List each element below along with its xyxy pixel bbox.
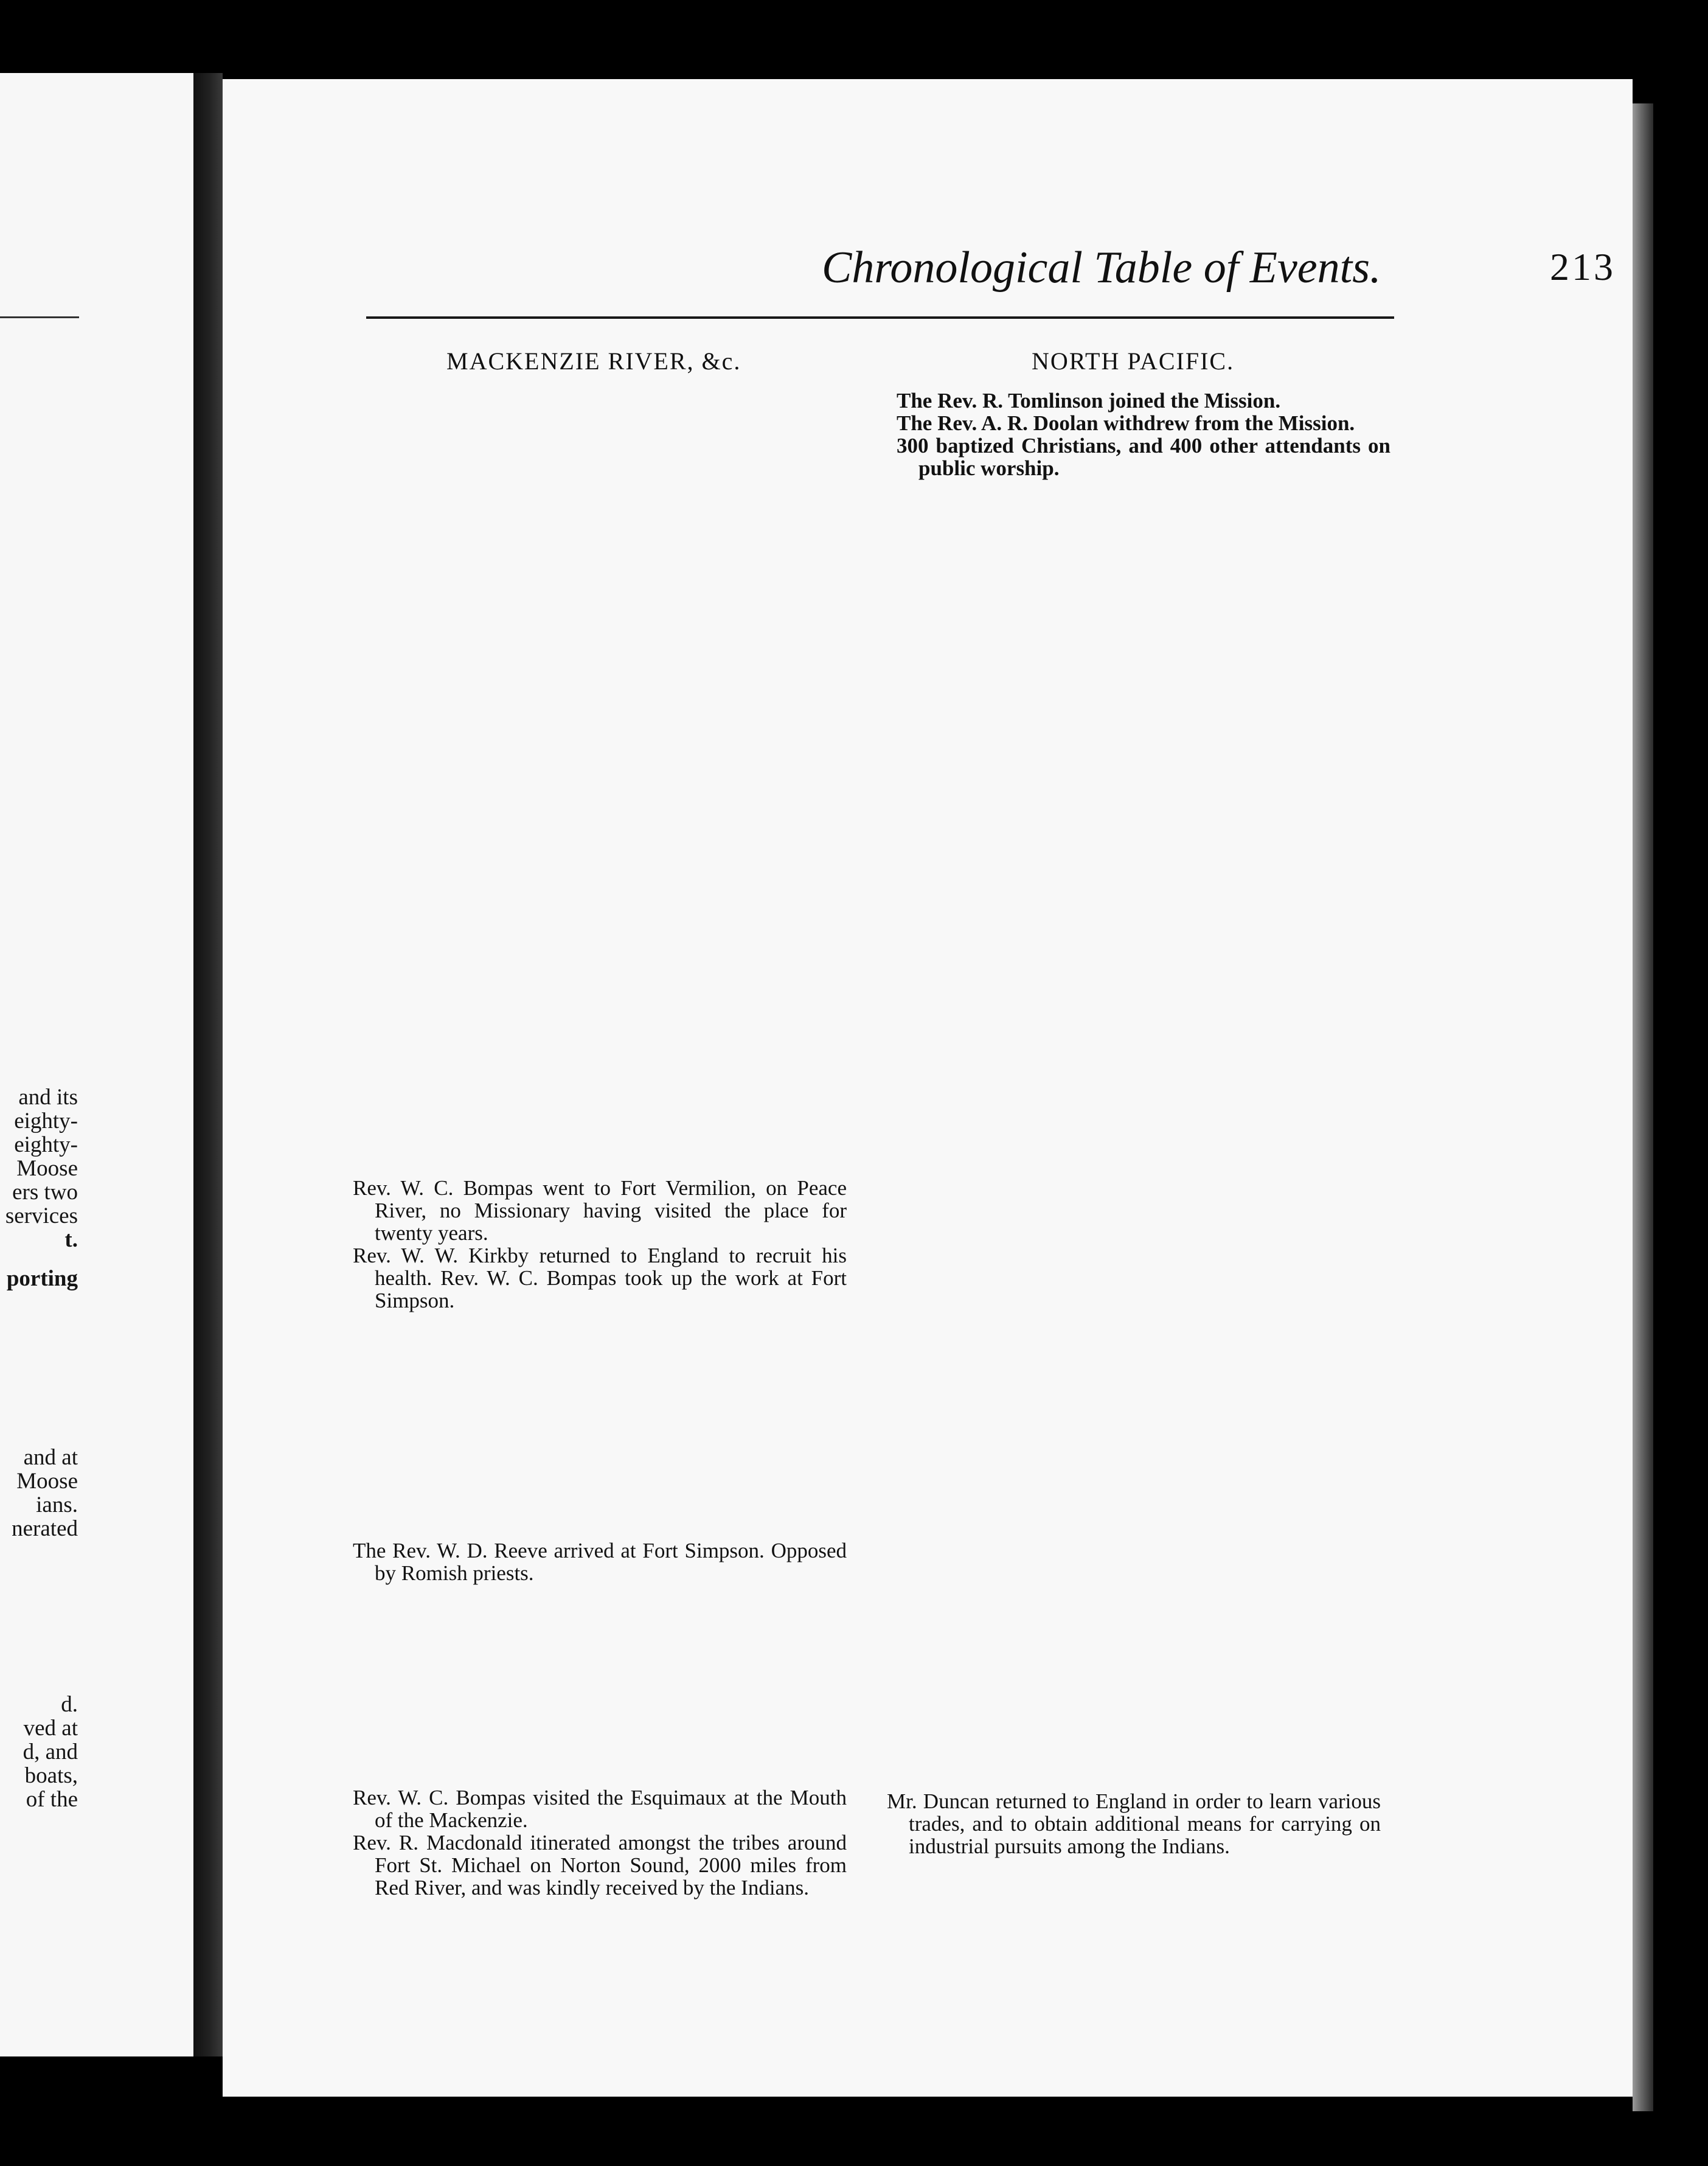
fragment-line: Moose bbox=[16, 1469, 78, 1494]
entry: Rev. W. C. Bompas visited the Esquimaux at the Mouth of the Mackenzie. bbox=[353, 1786, 847, 1832]
fragment-line: of the bbox=[26, 1787, 78, 1812]
entry: The Rev. A. R. Doolan withdrew from the Mission. bbox=[897, 411, 1355, 435]
page-edge-shadow bbox=[1633, 103, 1653, 2111]
fragment-line: ers two bbox=[12, 1180, 78, 1205]
page-number: 213 bbox=[1550, 245, 1616, 288]
fragment-line: services bbox=[5, 1203, 78, 1228]
column-heading-north-pacific: NORTH PACIFIC. bbox=[1032, 347, 1235, 375]
facing-page-fragment-block-4 bbox=[23, 1693, 78, 1811]
entry: 300 baptized Christians, and 400 other attendants on public worship. bbox=[897, 434, 1390, 480]
book-page bbox=[223, 79, 1633, 2097]
mackenzie-entries-group-1 bbox=[353, 1177, 847, 1312]
column-heading-mackenzie: MACKENZIE RIVER, &c. bbox=[446, 347, 741, 375]
fragment-line: boats, bbox=[24, 1763, 78, 1788]
mackenzie-entries-group-2 bbox=[353, 1539, 847, 1584]
fragment-line: Moose bbox=[16, 1156, 78, 1181]
header-rule bbox=[366, 316, 1394, 319]
fragment-line: nerated bbox=[12, 1516, 78, 1541]
fragment-line: porting bbox=[6, 1266, 78, 1291]
entry: Rev. R. Macdonald itinerated amongst the tribes around Fort St. Michael on Norton Sound, 2000 miles from Red River, and was kindly received by the Indians. bbox=[353, 1831, 847, 1900]
facing-page-fragment-block-1 bbox=[5, 1085, 78, 1252]
fragment-line: and its bbox=[18, 1085, 78, 1110]
entry: Rev. W. W. Kirkby returned to England to recruit his health. Rev. W. C. Bompas took up the work at Fort Simpson. bbox=[353, 1244, 847, 1312]
entry: The Rev. R. Tomlinson joined the Mission. bbox=[897, 389, 1281, 413]
facing-page-rule bbox=[0, 316, 79, 318]
facing-page bbox=[0, 73, 193, 2056]
fragment-line: ved at bbox=[23, 1716, 78, 1741]
facing-page-fragment-block-3 bbox=[12, 1446, 78, 1541]
entry: Rev. W. C. Bompas went to Fort Vermilion, on Peace River, no Missionary having visited the place for twenty years. bbox=[353, 1176, 847, 1245]
entry: The Rev. W. D. Reeve arrived at Fort Simpson. Opposed by Romish priests. bbox=[353, 1539, 847, 1585]
north-pacific-entries-top bbox=[897, 389, 1390, 479]
fragment-line: ians. bbox=[36, 1492, 78, 1517]
fragment-line: and at bbox=[23, 1445, 78, 1470]
fragment-line: eighty- bbox=[14, 1109, 78, 1133]
fragment-line: t. bbox=[64, 1227, 78, 1252]
north-pacific-entry-bottom bbox=[887, 1790, 1381, 1858]
entry: Mr. Duncan returned to England in order to learn various trades, and to obtain additional means for carrying on industrial pursuits among the Indians. bbox=[887, 1789, 1381, 1858]
book-gutter bbox=[193, 73, 223, 2056]
facing-page-fragment-block-2 bbox=[7, 1267, 78, 1290]
fragment-line: eighty- bbox=[14, 1132, 78, 1157]
mackenzie-entries-group-3 bbox=[353, 1786, 847, 1899]
running-title: Chronological Table of Events. bbox=[822, 243, 1381, 293]
fragment-line: d. bbox=[61, 1692, 78, 1717]
fragment-line: d, and bbox=[23, 1739, 78, 1764]
